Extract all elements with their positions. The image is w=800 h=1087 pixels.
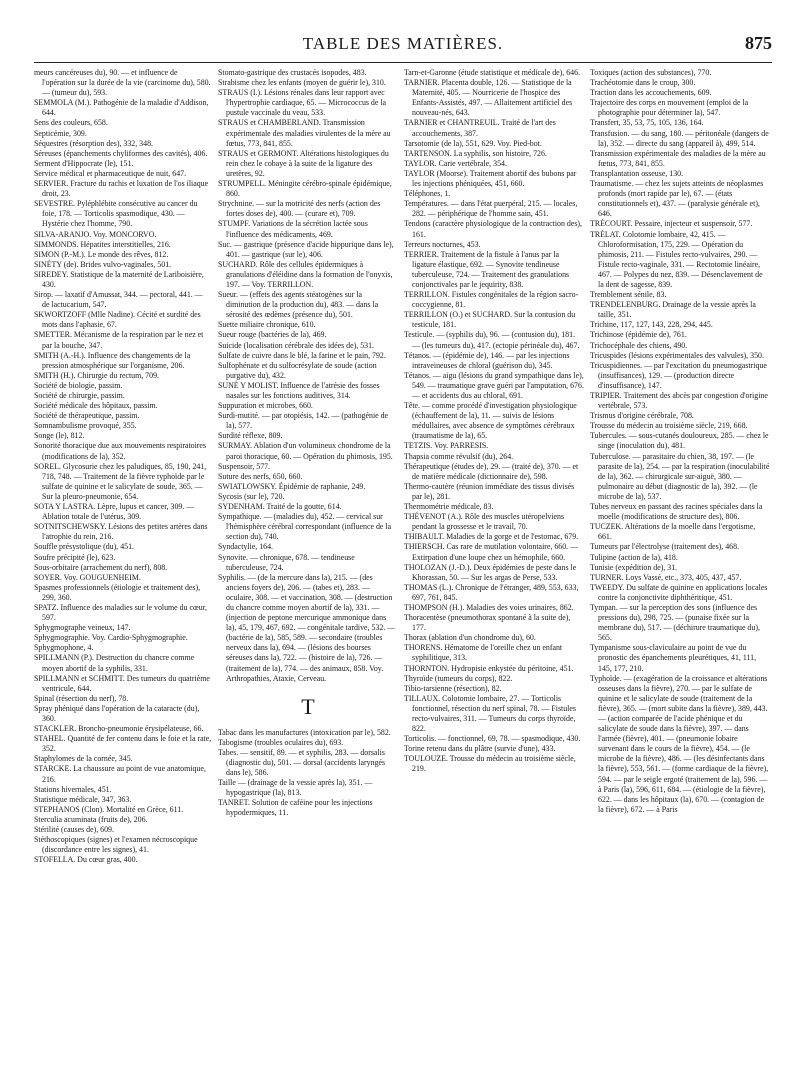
index-entry: Tête. — comme procédé d'investigation physiologique (échauffement de la), 11. — suivis de lésions médullaires, avec absence de symptômes cérébraux (traumatisme de la), 65. <box>404 401 577 441</box>
index-entry: Sirop. — laxatif d'Amussat, 344. — pectoral, 441. — de lactucarium, 547. <box>34 290 203 310</box>
index-entry: Société de biologie, passim. <box>34 380 123 390</box>
index-entry: STACKLER. Broncho-pneumonie érysipélateuse, 66. <box>34 724 204 734</box>
index-entry: Thorax (ablation d'un chondrome du), 60. <box>404 633 536 643</box>
index-entry: TOULOUZE. Trousse du médecin au troisième siècle, 219. <box>404 754 576 774</box>
index-entry: THOMAS (L.). Chronique de l'étranger, 489, 553, 633, 697, 761, 845. <box>404 582 579 602</box>
index-entry: THOLOZAN (J.-D.). Deux épidémies de peste dans le Khorassan, 50. — Sur les argas de Perse, 533. <box>404 562 577 582</box>
index-entry: Trachéotomie dans le croup, 300. <box>590 78 696 88</box>
index-entry: TURNER. Loys Vassé, etc., 373, 405, 437, 457. <box>590 572 742 582</box>
index-entry: TUCZEK. Altérations de la moelle dans l'ergotisme, 661. <box>590 522 756 542</box>
index-entry: Stations hivernales, 451. <box>34 784 112 794</box>
index-entry: SPILLMANN et SCHMITT. Des tumeurs du quatrième ventricule, 644. <box>34 673 210 693</box>
index-entry: Transmission expérimentale des maladies de la mère au fœtus, 773, 841, 855. <box>590 148 766 168</box>
index-entry: Syphilis. — (de la mercure dans la), 215. — (des anciens foyers de), 206. — (tabes et), 283. — oculaire, 308. — et vaccination, 308. — (destruction du chancre comme moyen abortif de la), 331. — (injection de peptone mercurique ammonique dans la), 45, 179, 467, 692. — congénitale tardive, 532. — (bactérie de la), 585, 589. — secondaire (troubles nerveux dans la), 694. — (lésions des bourses séreuses dans la), 722. — (histoire de la), 726. — (traitement de la), 774. — des animaux, 858. Voy. Arthropathies, Ataxie, Cerveau. <box>218 572 396 683</box>
index-entry: Synovite. — chronique, 678. — tendineuse tuberculeuse, 724. <box>218 552 355 572</box>
index-entry: SWIATLOWSKY. Épidémie de raphanie, 249. <box>218 481 366 491</box>
index-entry: Thérapeutique (études de), 29. — (traité de), 370. — et de matière médicale (dictionnaire de), 598. <box>404 461 579 481</box>
index-entry: Trichine, 117, 127, 143, 228, 294, 445. <box>590 320 713 330</box>
index-entry: Souffle présystolique (du), 451. <box>34 542 135 552</box>
index-entry: Sonorité thoracique due aux mouvements respiratoires (modifications de la), 352. <box>34 441 207 461</box>
index-entry: Tympanisme sous-claviculaire au point de vue du pronostic des épanchements pleurétiques, 41, 111, 145, 177, 210. <box>590 643 757 673</box>
index-entry: SMITH (H.). Chirurgie du rectum, 709. <box>34 370 159 380</box>
index-entry: THOMPSON (H.). Maladies des voies urinaires, 862. <box>404 602 574 612</box>
index-entry: TANRET. Solution de caféine pour les injections hypodermiques, 11. <box>218 798 373 818</box>
index-entry: Soufre précipité (le), 623. <box>34 552 116 562</box>
index-entry: STRAUS et CHAMBERLAND. Transmission expérimentale des maladies virulentes de la mère au fœtus, 773, 841, 855. <box>218 118 391 148</box>
index-entry: Tubercules. — sous-cutanés douloureux, 285. — chez le singe (inoculation du), 481. <box>590 431 769 451</box>
index-entry: Torticolis. — fonctionnel, 69, 78. — spasmodique, 430. <box>404 734 581 744</box>
index-column-3 <box>404 68 584 1078</box>
index-entry: Tulipine (action de la), 418. <box>590 552 678 562</box>
index-entry: Statistique médicale, 347, 363. <box>34 794 132 804</box>
index-entry: Transfusion. — du sang, 180. — péritonéale (dangers de la), 352. — directe du sang (appareil à), 499, 514. <box>590 128 769 148</box>
index-entry: Thapsia comme révulsif (du), 264. <box>404 451 514 461</box>
index-entry: STAHEL. Quantité de fer contenu dans le foie et la rate, 352. <box>34 734 212 754</box>
index-entry: Tricuspides (lésions expérimentales des valvules), 350. <box>590 350 764 360</box>
index-entry: Sueur. — (effets des agents stéatogènes sur la diminution de la production du), 483. — dans la sérosité des œdèmes (présence du), 501. <box>218 290 379 320</box>
index-entry: SYDENHAM. Traité de la goutte, 614. <box>218 502 342 512</box>
index-entry: THÉVENOT (A.). Rôle des muscles utéropelviens pendant la grossesse et le travail, 70. <box>404 512 565 532</box>
index-entry: SMITH (A.-H.). Influence des changements de la pression atmosphérique sur l'organisme, 206. <box>34 350 191 370</box>
index-entry: Tétanos. — (épidémie de), 146. — par les injections intraveineuses de chloral (guérison du), 345. <box>404 350 570 370</box>
index-entry: SOTA Y LASTRA. Lèpre, lupus et cancer, 309. — Ablation totale de l'utérus, 309. <box>34 502 195 522</box>
index-entry: SIMON (P.-M.). Le monde des rêves, 812. <box>34 249 169 259</box>
header-rule <box>34 62 772 63</box>
index-entry: THORENS. Hématome de l'oreille chez un enfant syphilitique, 313. <box>404 643 563 663</box>
index-entry: Sous-orbitaire (arrachement du nerf), 808. <box>34 562 168 572</box>
index-entry: SEMMOLA (M.). Pathogénie de la maladie d'Addison, 644. <box>34 98 209 118</box>
index-entry: THIBAULT. Maladies de la gorge et de l'estomac, 679. <box>404 532 579 542</box>
index-entry: Tunisie (expédition de), 31. <box>590 562 678 572</box>
index-entry: TWEEDY. Du sulfate de quinine en applications locales contre la conjonctivite diphthéritique, 451. <box>590 582 768 602</box>
index-entry: Tendons (caractère physiologique de la contraction des), 161. <box>404 219 583 239</box>
index-entry: Tubes nerveux en passant des racines spéciales dans la moelle (modifications de structure des), 806. <box>590 502 763 522</box>
index-entry: STRUMPELL. Méningite cérébro-spinale épidémique, 860. <box>218 179 392 199</box>
index-entry: Sterculia acuminata (fruits de), 206. <box>34 814 148 824</box>
index-entry: SINÉTY (de). Brides vulvo-vaginales, 501. <box>34 259 172 269</box>
index-entry: Séreuses (épanchements chyliformes des cavités), 406. <box>34 148 208 158</box>
index-entry: Trousse du médecin au troisième siècle, 219, 668. <box>590 421 748 431</box>
index-entry: Société médicale des hôpitaux, passim. <box>34 401 158 411</box>
index-entry: SERVIER. Fracture du rachis et luxation de l'os iliaque droit, 23. <box>34 179 209 199</box>
index-entry: Thyroïde (tumeurs du corps), 822. <box>404 673 513 683</box>
index-entry: Traction dans les accouchements, 609. <box>590 88 712 98</box>
index-entry: THIERSCH. Cas rare de mutilation volontaire, 660. — Extirpation d'une loupe chez un hémophile, 660. <box>404 542 579 562</box>
index-entry: Service médical et pharmaceutique de nuit, 647. <box>34 168 187 178</box>
index-entry: TRIPIER. Traitement des abcès par congestion d'origine vertébrale, 573. <box>590 391 768 411</box>
index-entry: Spinal (résection du nerf), 78. <box>34 693 129 703</box>
index-entry: Sphygmographie. Voy. Cardio-Sphygmographie. <box>34 633 188 643</box>
index-entry: Transplantation osseuse, 130. <box>590 168 684 178</box>
index-entry: Trichinose (épidémie de), 761. <box>590 330 687 340</box>
index-entry: Suicide (localisation cérébrale des idées de), 531. <box>218 340 374 350</box>
index-entry: Sphygmophone, 4. <box>34 643 94 653</box>
index-entry: Tympan. — sur la perception des sons (influence des pressions du), 298, 725. — (punaise fixée sur la membrane du), 517. — (déchirure traumatique du), 565. <box>590 602 760 643</box>
index-entry: SPATZ. Influence des maladies sur le volume du cœur, 597. <box>34 602 207 623</box>
index-entry: STARCKE. La chaussure au point de vue anatomique, 216. <box>34 764 206 784</box>
index-entry: THORNTON. Hydropisie enkystée du péritoine, 451. <box>404 663 574 673</box>
index-entry: Thoracentèse (pneumothorax spontané à la suite de), 177. <box>404 613 571 633</box>
index-entry: Tricuspidiennes. — par l'excitation du pneumogastrique (insuffisances), 129. — (production directe d'insuffisance), 147. <box>590 360 767 390</box>
index-entry: Stérilité (causes de), 609. <box>34 825 114 835</box>
index-entry: Tibio-tarsienne (résection), 82. <box>404 683 502 693</box>
index-entry: Strabisme chez les enfants (moyen de guérir le), 310. <box>218 78 386 88</box>
index-entry: Songe (le), 812. <box>34 431 85 441</box>
index-entry: Traumatisme. — chez les sujets atteints de néoplasmes profonds (mort rapide par le), 67. — (états constitutionnels et), 437. — (paralysie générale et), 646. <box>590 179 764 219</box>
index-entry: Suspensoir, 577. <box>218 461 271 471</box>
index-entry: TRÉCOURT. Pessaire, injecteur et suspensoir, 577. <box>590 219 753 229</box>
index-entry: Société de chirurgie, passim. <box>34 391 125 400</box>
index-entry: Téléphones, 1. <box>404 189 451 199</box>
index-entry: Surdité réflexe, 809. <box>218 431 283 441</box>
index-entry: Trismus d'origine cérébrale, 708. <box>590 411 694 421</box>
index-entry: Syndactylie, 164. <box>218 542 274 552</box>
index-entry: Sphygmographe veineux, 147. <box>34 623 131 633</box>
index-entry: SILVA-ARANJO. Voy. MONCORVO. <box>34 229 157 239</box>
index-entry: STOFELLA. Du cœur gras, 400. <box>34 855 138 865</box>
index-entry: SMETTER. Mécanisme de la respiration par le nez et par la bouche, 347. <box>34 330 204 350</box>
index-entry: Sueur rouge (bactéries de la), 469. <box>218 330 327 340</box>
index-entry: STEPHANOS (Clon). Mortalité en Grèce, 611. <box>34 804 184 814</box>
index-entry: SEVESTRE. Pyléphlébite consécutive au cancer du foie, 178. — Torticolis spasmodique, 430. — Hystérie chez l'homme, 790. <box>34 199 198 229</box>
index-entry: Stéthoscopiques (signes) et l'examen nécroscopique (discordance entre les signes), 41. <box>34 835 198 855</box>
index-entry: Tarn-et-Garonne (étude statistique et médicale de), 646. <box>404 68 581 77</box>
index-entry: Tabogisme (troubles oculaires du), 693. <box>218 737 344 747</box>
index-entry: Suture des nerfs, 650, 660. <box>218 471 303 481</box>
index-entry: Sens des couleurs, 658. <box>34 118 108 128</box>
index-entry: Testicule. — (syphilis du), 96. — (contusion du), 181. — (les tumeurs du), 417. (ectopie périnéale du), 467. <box>404 330 580 350</box>
index-entry: TERRILLON. Fistules congénitales de la région sacro-coccygienne, 81. <box>404 290 579 310</box>
index-entry: Thermométrie médicale, 83. <box>404 502 494 512</box>
index-entry: SPILLMANN (P.). Destruction du chancre comme moyen abortif de la syphilis, 331. <box>34 653 195 673</box>
index-entry: SIMMONDS. Hépatites interstitielles, 216. <box>34 239 171 249</box>
index-entry: Suppuration et microbes, 660. <box>218 401 313 411</box>
index-entry: Torine retenu dans du plâtre (survie d'une), 433. <box>404 744 556 754</box>
index-entry: STRAUS (I.). Lésions rénales dans leur rapport avec l'hypertrophie cardiaque, 65. — Micrococcus de la pustule vaccinale du veau, 533. <box>218 88 387 118</box>
index-entry: Trajectoire des corps en mouvement (emploi de la photographie pour déterminer la), 547. <box>590 98 749 118</box>
index-entry: TETZIS. Voy. PARRESIS. <box>404 441 489 451</box>
index-entry: TRÉLAT. Colotomie lombaire, 42, 415. — Chloroformisation, 175, 229. — Opération du phimosis, 211. — Fistules recto-vulvaires, 290. — Fistule recto-vaginale, 331. — Rectotomie linéaire, 467. — Polypes du nez, 839. — Désenclavement de la dent de sagesse, 839. <box>590 229 763 289</box>
index-entry: SOYER. Voy. GOUGUENHEIM. <box>34 572 141 582</box>
index-columns <box>34 68 772 1078</box>
index-entry: Stomato-gastrique des crustacés isopodes, 483. <box>218 68 367 77</box>
index-entry: Taille — (drainage de la vessie après la), 351. — hypogastrique (la), 813. <box>218 778 373 798</box>
index-entry: Somnambulisme provoqué, 355. <box>34 421 137 431</box>
index-entry: Septicémie, 309. <box>34 128 87 138</box>
index-entry: SOREL. Glycosurie chez les paludiques, 85, 190, 241, 718, 748. — Traitement de la fièvre typhoïde par le sulfate de quinine et le salicylate de soude, 365. — Sur la pleuro-pneumonie, 654. <box>34 461 207 501</box>
index-entry: TAYLOR. Carie vertébrale, 354. <box>404 158 507 168</box>
index-entry: Surdi-mutité. — par otopiésis, 142. — (pathogénie de la), 577. <box>218 411 389 431</box>
index-entry: meurs cancéreuses du), 90. — et influence de l'opération sur la durée de la vie (carcinome du), 580. — (tumeur du), 593. <box>34 68 211 98</box>
index-entry: Tuberculose. — parasitaire du chien, 38, 197. — (le parasite de la), 254. — par la respiration (inoculabilité de la), 362. — chirurgicale sur-aiguë, 380. — pulmonaire au début (diagnostic de la), 392. — (le microbe de la), 537. <box>590 451 770 501</box>
index-entry: Tumeurs par l'électrolyse (traitement des), 468. <box>590 542 740 552</box>
index-entry: STUMPF. Variations de la sécrétion lactée sous l'influence des médicaments, 469. <box>218 219 368 239</box>
index-entry: TERRIER. Traitement de la fistule à l'anus par la ligature élastique, 692. — Synovite tendineuse tuberculeuse, 724. — Traitement des granulations conjonctivales par le jequirity, 838. <box>404 249 570 289</box>
index-entry: STRAUS et GERMONT. Altérations histologiques du rein chez le cobaye à la suite de la ligature des uretères, 92. <box>218 148 389 178</box>
index-entry: Suette miliaire chronique, 610. <box>218 320 316 330</box>
index-entry: TARTENSON. La syphilis, son histoire, 726. <box>404 148 547 158</box>
index-entry: TRENDELENBURG. Drainage de la vessie après la taille, 351. <box>590 300 756 320</box>
index-entry: SUNÉ Y MOLIST. Influence de l'atrésie des fosses nasales sur les fonctions auditives, 314. <box>218 380 380 400</box>
index-entry: Société de thérapeutique, passim. <box>34 411 140 421</box>
index-entry: Toxiques (action des substances), 770. <box>590 68 712 77</box>
index-entry: Séquestres (résorption des), 332, 348. <box>34 138 153 148</box>
index-entry: SKWORTZOFF (Mlle Nadine). Cécité et surdité des mots dans l'aphasie, 67. <box>34 310 201 330</box>
section-letter: T <box>301 693 315 719</box>
index-entry: Températures. — dans l'état puerpéral, 215. — locales, 282. — périphérique de l'homme sain, 451. <box>404 199 578 219</box>
index-entry: TARNIER. Placenta double, 126. — Statistique de la Maternité, 405. — Nourricerie de l'hospice des Enfants-Assistés, 497. — Allaitement artificiel des nouveau-nés, 643. <box>404 78 573 118</box>
index-entry: Tabes. — sensitif, 89. — et syphilis, 283. — dorsalis (diagnostic du), 501. — dorsal (accidents laryngés dans le), 586. <box>218 747 386 778</box>
page-number: 875 <box>745 33 772 53</box>
index-entry: SURMAY. Ablation d'un volumineux chondrome de la paroi thoracique, 60. — Opération du phimosis, 195. <box>218 441 393 461</box>
index-entry: Transfert, 35, 53, 75, 105, 136, 164. <box>590 118 704 128</box>
index-entry: Sympathique. — (maladies du), 452. — cervical sur l'hémisphère cérébral correspondant (influence de la section du), 740. <box>218 512 392 542</box>
index-entry: Sulfophénate et du sulfocrésylate de soude (action purgative du), 432. <box>218 360 377 380</box>
index-entry: Trichocéphale des chiens, 490. <box>590 340 688 350</box>
index-entry: Terreurs nocturnes, 453. <box>404 239 481 249</box>
page-header <box>34 34 772 58</box>
index-entry: TERRILLON (O.) et SUCHARD. Sur la contusion du testicule, 181. <box>404 310 576 330</box>
index-entry: Tremblement sénile, 83. <box>590 290 667 300</box>
index-entry: Tabac dans les manufactures (intoxication par le), 582. <box>218 727 391 737</box>
index-column-2 <box>218 68 398 1078</box>
index-entry: SOTNITSCHEWSKY. Lésions des petites artères dans l'atrophie du rein, 216. <box>34 522 208 542</box>
index-entry: SIREDEY. Statistique de la maternité de Lariboisière, 430. <box>34 269 204 289</box>
index-entry: Thermo-cautère (réunion immédiate des tissus divisés par le), 281. <box>404 481 575 501</box>
index-entry: Sycosis (sur le), 720. <box>218 491 285 501</box>
index-entry: Spasmes professionnels (étiologie et traitement des), 299, 360. <box>34 582 201 602</box>
index-entry: Tétanos. — aigu (lésions du grand sympathique dans le), 549. — traumatique grave guéri par l'amputation, 676. — et accidents dus au chloral, 691. <box>404 370 584 400</box>
index-entry: Suc. — gastrique (présence d'acide hippurique dans le), 401. — gastrique (sur le), 406. <box>218 239 394 259</box>
index-entry: Serment d'Hippocrate (le), 151. <box>34 158 134 168</box>
index-column-1 <box>34 68 212 1078</box>
index-entry: Tarsotomie (de la), 551, 629. Voy. Pied-bot. <box>404 138 542 148</box>
index-entry: Strychnine. — sur la motricité des nerfs (action des fortes doses de), 400. — (curare et), 709. <box>218 199 381 219</box>
index-entry: Spray phéniqué dans l'opération de la cataracte (du), 360. <box>34 703 200 723</box>
index-entry: TAYLOR (Moorse). Traitement abortif des bubons par les injections phéniquées, 451, 660. <box>404 168 577 189</box>
index-entry: SUCHARD. Rôle des cellules épidermiques à granulations d'éléidine dans la formation de l'onyxis, 197. — Voy. TERRILLON. <box>218 259 393 289</box>
index-entry: Staphylomes de la cornée, 345. <box>34 754 133 764</box>
index-entry: TARNIER et CHANTREUIL. Traité de l'art des accouchements, 387. <box>404 118 556 138</box>
page-title: TABLE DES MATIÈRES. <box>302 34 504 53</box>
index-entry: Sulfate de cuivre dans le blé, la farine et le pain, 792. <box>218 350 386 360</box>
index-column-4 <box>590 68 770 1078</box>
index-entry: Typhoïde. — (exagération de la croissance et altérations osseuses dans la fièvre), 270. — par le sulfate de quinine et le salicylate de soude (traitement de la fièvre), 365. — (mort subite dans la fièvre), 389, 443. — (action comparée de l'acide phénique et du salicylate de soude dans la fièvre), 397. — dans l'armée (fièvre), 401. — (pneumonie lobaire survenant dans le cours de la fièvre), 454. — (le microbe de la fièvre), 486. — (les désinfectants dans la fièvre), 553, 561. — (forme cardiaque de la fièvre), 594. — par le seigle ergoté (traitement de la), 596. — à Paris (la), 596, 611, 684. — (étiologie de la fièvre), 622. — dans les hôpitaux (la), 670. — (contagion de la fièvre), 672. — à Paris <box>590 673 769 814</box>
index-entry: TILLAUX. Colotomie lombaire, 27. — Torticolis fonctionnel, résection du nerf spinal, 78. — Fistules recto-vulvaires, 311. — Tumeurs du corps thyroïde, 822. <box>404 693 576 734</box>
